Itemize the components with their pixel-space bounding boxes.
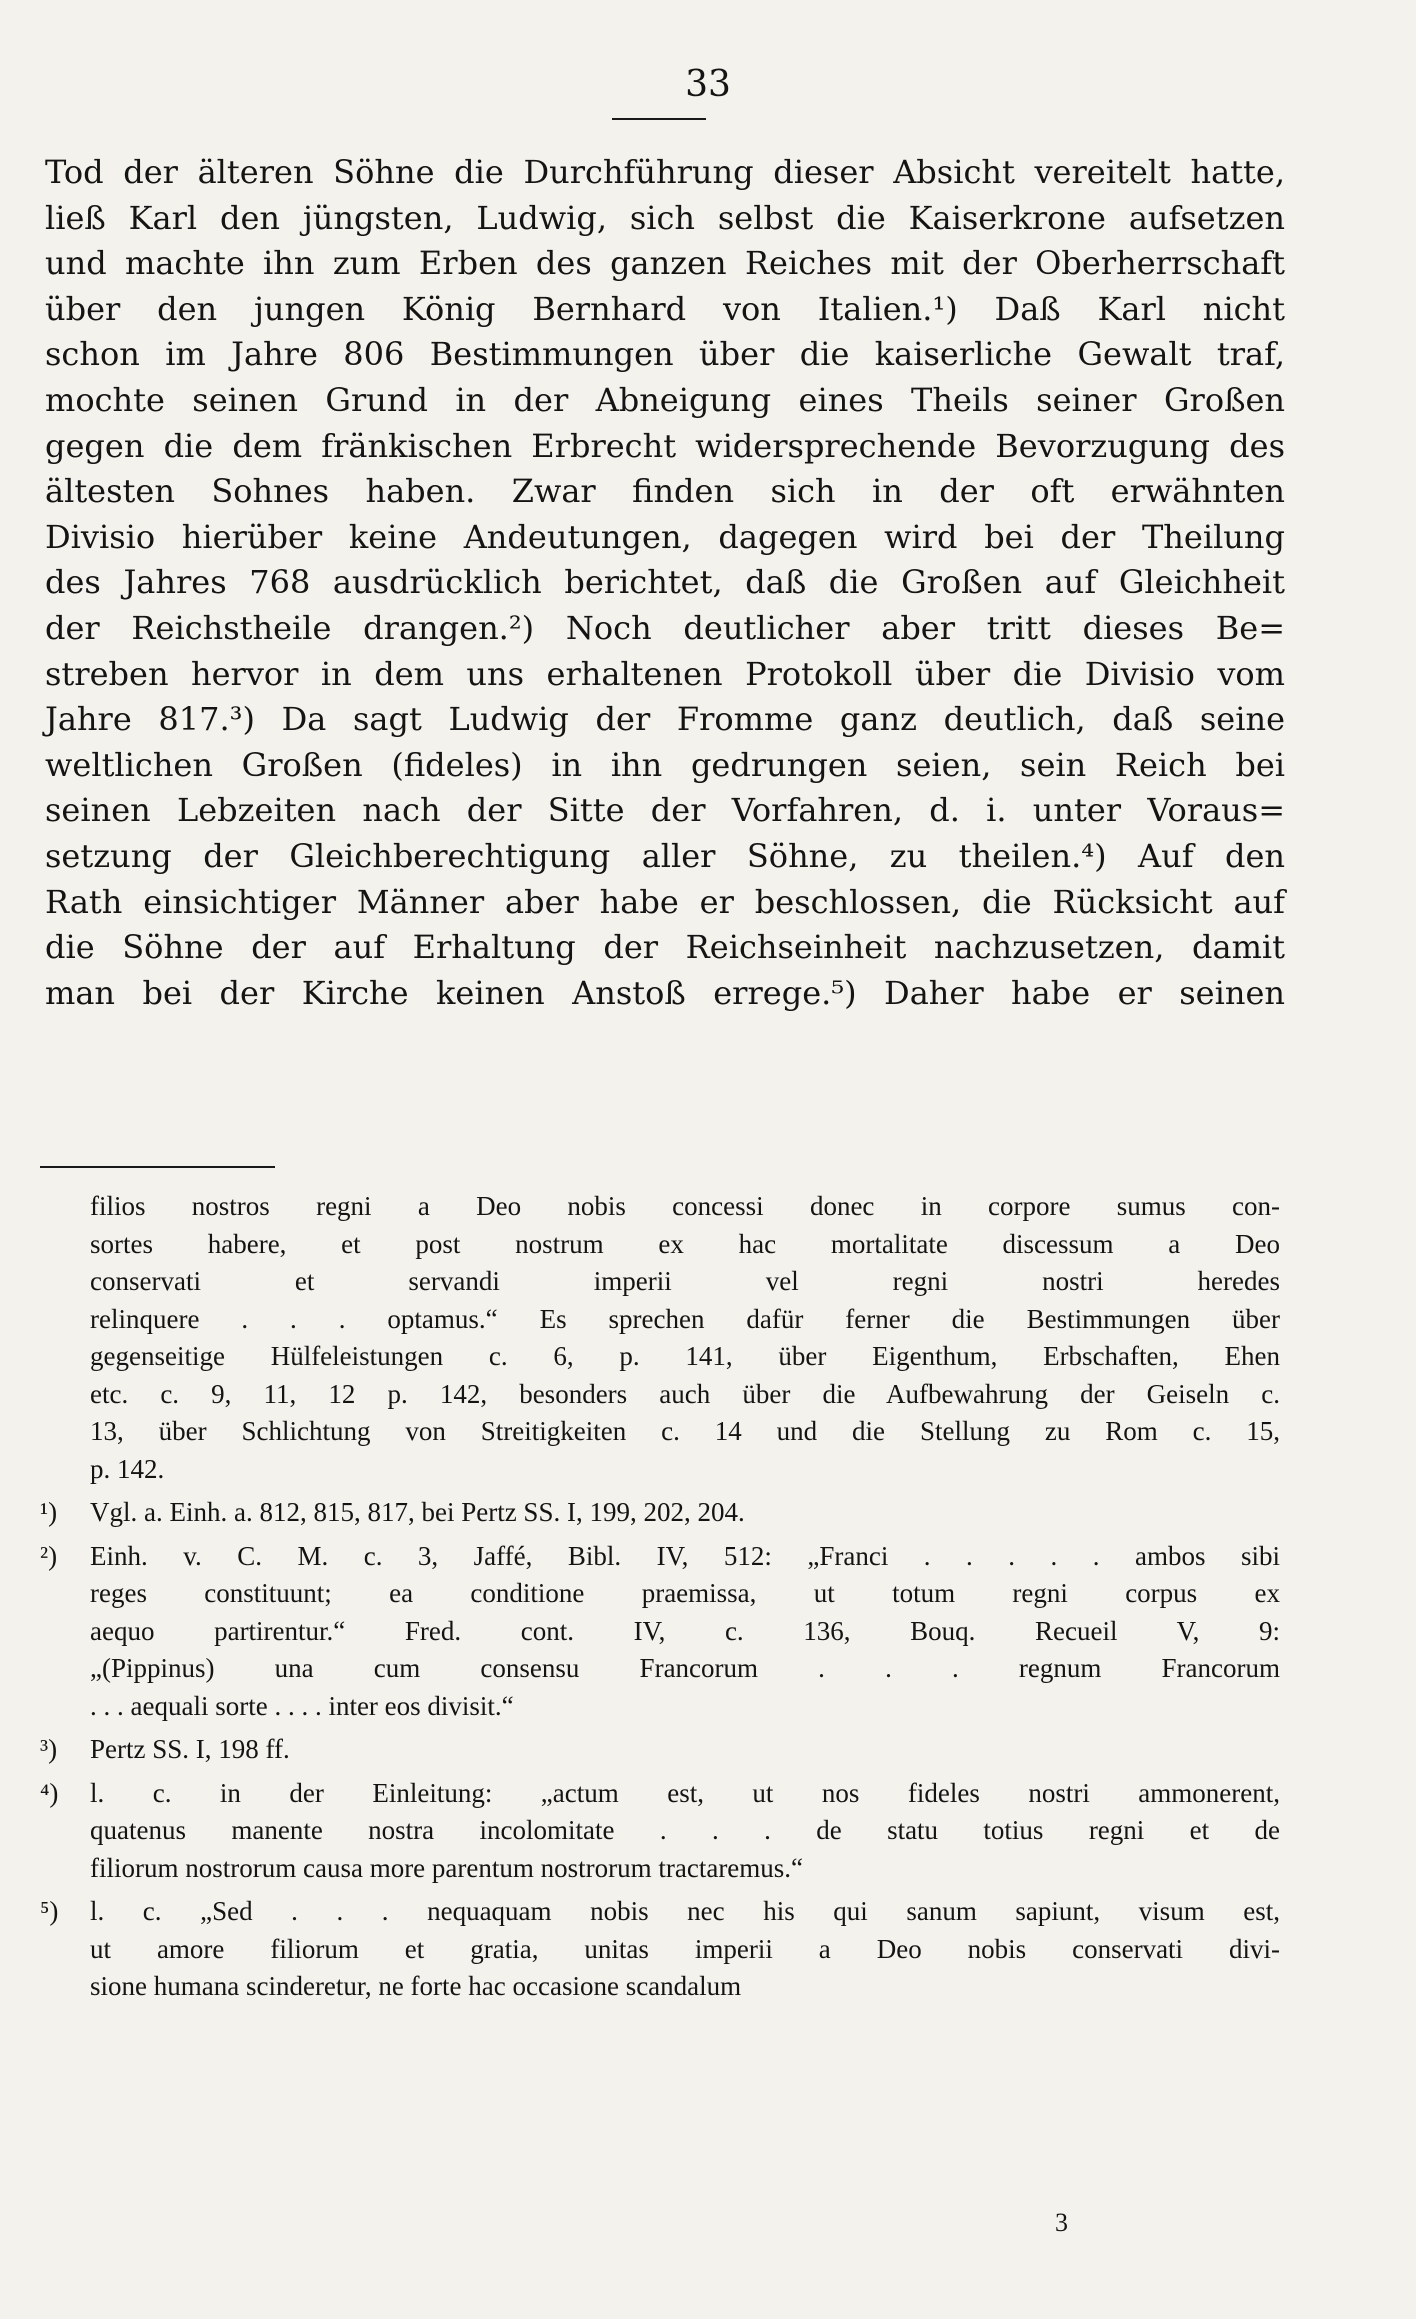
note-line: Pertz SS. I, 198 ff.	[90, 1734, 290, 1764]
footnote-3	[40, 1731, 1280, 1769]
body-line: schon im Jahre 806 Bestimmungen über die kaiserliche Gewalt traf,	[45, 335, 1285, 374]
page-number: 33	[685, 64, 731, 105]
footnote-5	[40, 1893, 1280, 2006]
note-line: etc. c. 9, 11, 12 p. 142, besonders auch über die Aufbewahrung der Geiseln c.	[90, 1378, 1280, 1409]
body-line: setzung der Gleichberechtigung aller Söhne, zu theilen.⁴) Auf den	[45, 836, 1285, 875]
note-line: p. 142.	[90, 1453, 165, 1484]
body-line: Jahre 817.³) Da sagt Ludwig der Fromme ganz deutlich, daß seine	[45, 700, 1285, 739]
body-text	[45, 150, 1285, 1016]
body-line: der Reichstheile drangen.²) Noch deutlicher aber tritt dieses Be=	[45, 608, 1285, 647]
note-line: filios nostros regni a Deo nobis concessi donec in corpore sumus con-	[90, 1191, 1280, 1221]
note-line: relinquere . . . optamus.“ Es sprechen dafür ferner die Bestimmungen über	[90, 1303, 1280, 1334]
note-line: Vgl. a. Einh. a. 812, 815, 817, bei Pertz SS. I, 199, 202, 204.	[90, 1497, 745, 1527]
signature-mark: 3	[1055, 2208, 1068, 2237]
body-line: man bei der Kirche keinen Anstoß errege.⁵) Daher habe er seinen	[45, 973, 1285, 1012]
body-line: des Jahres 768 ausdrücklich berichtet, daß die Großen auf Gleichheit	[45, 563, 1285, 602]
note-line: Einh. v. C. M. c. 3, Jaffé, Bibl. IV, 512: „Franci . . . . . ambos sibi	[90, 1540, 1280, 1571]
footnote-continuation	[40, 1188, 1280, 1488]
body-line: Rath einsichtiger Männer aber habe er beschlossen, die Rücksicht auf	[45, 882, 1285, 921]
note-line: ut amore filiorum et gratia, unitas imperii a Deo nobis conservati divi-	[90, 1933, 1280, 1964]
body-line: seinen Lebzeiten nach der Sitte der Vorfahren, d. i. unter Voraus=	[45, 791, 1285, 830]
note-line: sortes habere, et post nostrum ex hac mortalitate discessum a Deo	[90, 1228, 1280, 1259]
footnote-mark: ¹)	[40, 1497, 58, 1527]
body-line: und machte ihn zum Erben des ganzen Reiches mit der Oberherrschaft	[45, 244, 1285, 283]
note-line: . . . aequali sorte . . . . inter eos divisit.“	[90, 1690, 514, 1721]
body-line: weltlichen Großen (fideles) in ihn gedrungen seien, sein Reich bei	[45, 745, 1285, 784]
note-line: conservati et servandi imperii vel regni nostri heredes	[90, 1266, 1280, 1296]
note-line: aequo partirentur.“ Fred. cont. IV, c. 136, Bouq. Recueil V, 9:	[90, 1615, 1280, 1646]
body-line: ältesten Sohnes haben. Zwar finden sich in der oft erwähnten	[45, 472, 1285, 511]
page-number-rule	[612, 118, 706, 120]
note-line: reges constituunt; ea conditione praemissa, ut totum regni corpus ex	[90, 1578, 1280, 1608]
body-line: mochte seinen Grund in der Abneigung eines Theils seiner Großen	[45, 380, 1285, 419]
body-line: gegen die dem fränkischen Erbrecht widersprechende Bevorzugung des	[45, 426, 1285, 465]
body-line: über den jungen König Bernhard von Italien.¹) Daß Karl nicht	[45, 289, 1285, 328]
footnotes	[40, 1188, 1280, 2006]
note-line: sione humana scinderetur, ne forte hac occasione scandalum	[90, 1971, 742, 2001]
note-line: „(Pippinus) una cum consensu Francorum . . . regnum Francorum	[90, 1653, 1280, 1683]
footnote-mark: ⁵)	[40, 1896, 59, 1926]
footnote-mark: ²)	[40, 1540, 58, 1571]
footnote-1	[40, 1494, 1280, 1532]
body-line: streben hervor in dem uns erhaltenen Protokoll über die Divisio vom	[45, 654, 1285, 693]
note-line: l. c. „Sed . . . nequaquam nobis nec his qui sanum sapiunt, visum est,	[90, 1896, 1280, 1926]
body-line: ließ Karl den jüngsten, Ludwig, sich selbst die Kaiserkrone aufsetzen	[45, 198, 1285, 237]
note-line: l. c. in der Einleitung: „actum est, ut nos fideles nostri ammonerent,	[90, 1777, 1280, 1808]
footnote-mark: ⁴)	[40, 1777, 59, 1808]
body-line: Divisio hierüber keine Andeutungen, dagegen wird bei der Theilung	[45, 517, 1285, 556]
body-line: Tod der älteren Söhne die Durchführung dieser Absicht vereitelt hatte,	[45, 153, 1285, 191]
body-line: die Söhne der auf Erhaltung der Reichseinheit nachzusetzen, damit	[45, 928, 1285, 967]
note-line: gegenseitige Hülfeleistungen c. 6, p. 141, über Eigenthum, Erbschaften, Ehen	[90, 1341, 1280, 1371]
footnote-4	[40, 1775, 1280, 1888]
footnote-separator	[40, 1166, 275, 1168]
note-line: quatenus manente nostra incolomitate . . . de statu totius regni et de	[90, 1815, 1280, 1845]
footnote-mark: ³)	[40, 1734, 58, 1764]
note-line: filiorum nostrorum causa more parentum nostrorum tractaremus.“	[90, 1852, 804, 1883]
note-line: 13, über Schlichtung von Streitigkeiten c. 14 und die Stellung zu Rom c. 15,	[90, 1416, 1280, 1446]
footnote-2	[40, 1538, 1280, 1726]
